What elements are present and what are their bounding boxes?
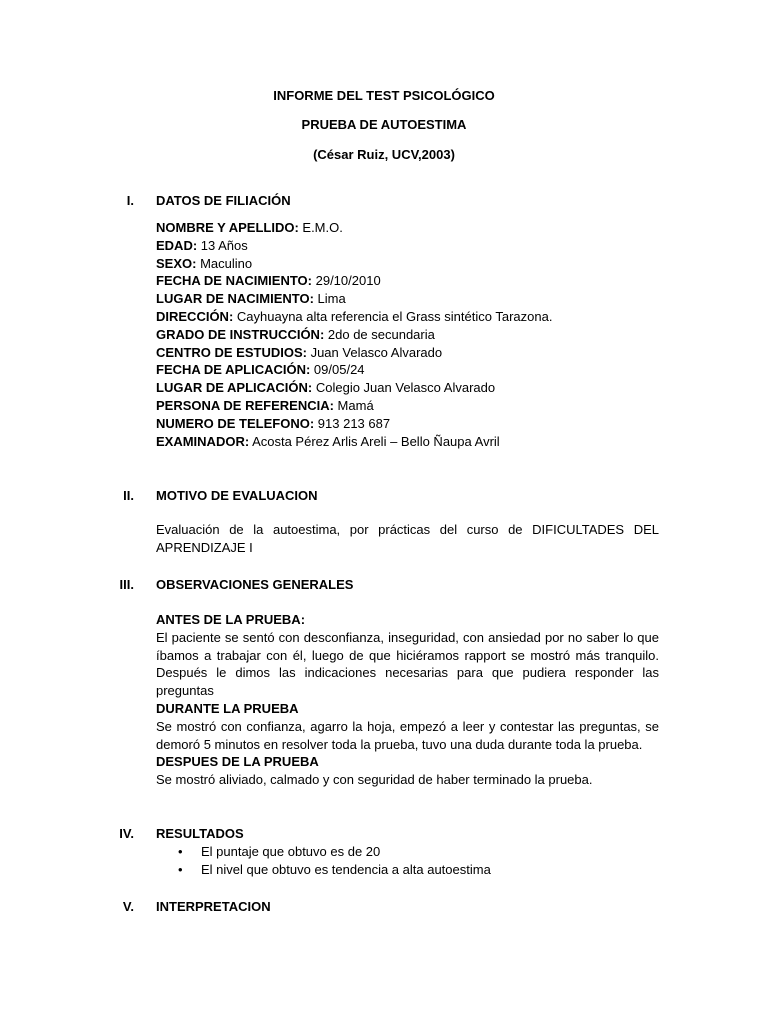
despues-heading: DESPUES DE LA PRUEBA bbox=[156, 754, 319, 770]
filiacion-list bbox=[156, 219, 659, 450]
field-examinador: EXAMINADOR: Acosta Pérez Arlis Areli – Bello Ñaupa Avril bbox=[156, 433, 500, 449]
test-citation: (César Ruiz, UCV,2003) bbox=[313, 147, 455, 162]
section-title-interpretacion: INTERPRETACION bbox=[156, 899, 271, 914]
field-centro-estudios: CENTRO DE ESTUDIOS: Juan Velasco Alvarado bbox=[156, 344, 443, 360]
section-number-5: V. bbox=[122, 899, 134, 914]
observaciones-body bbox=[156, 611, 659, 789]
field-lugar-aplicacion: LUGAR DE APLICACIÓN: Colegio Juan Velasco Alvarado bbox=[156, 380, 496, 396]
field-direccion: DIRECCIÓN: Cayhuayna alta referencia el Grass sintético Tarazona. bbox=[156, 308, 553, 324]
field-fecha-nacimiento: FECHA DE NACIMIENTO: 29/10/2010 bbox=[156, 273, 381, 289]
section-title-motivo: MOTIVO DE EVALUACION bbox=[156, 488, 318, 503]
section-title-resultados: RESULTADOS bbox=[156, 826, 244, 841]
list-item: • El puntaje que obtuvo es de 20 bbox=[178, 844, 381, 859]
field-fecha-aplicacion: FECHA DE APLICACIÓN: 09/05/24 bbox=[156, 362, 365, 378]
list-item: • El nivel que obtuvo es tendencia a alta autoestima bbox=[178, 861, 491, 877]
test-name: PRUEBA DE AUTOESTIMA bbox=[301, 117, 467, 132]
field-lugar-nacimiento: LUGAR DE NACIMIENTO: Lima bbox=[156, 291, 346, 307]
motivo-text: Evaluación de la autoestima, por prácticas del curso de DIFICULTADES DEL APRENDIZAJE I bbox=[156, 522, 659, 555]
section-title-datos: DATOS DE FILIACIÓN bbox=[156, 193, 291, 208]
antes-heading: ANTES DE LA PRUEBA: bbox=[156, 612, 306, 627]
field-persona-referencia: PERSONA DE REFERENCIA: Mamá bbox=[156, 397, 374, 413]
bullet-icon: • bbox=[178, 861, 183, 877]
field-telefono: NUMERO DE TELEFONO: 913 213 687 bbox=[156, 415, 391, 431]
field-edad: EDAD: 13 Años bbox=[156, 237, 248, 253]
section-number-3: III. bbox=[119, 577, 134, 592]
report-title: INFORME DEL TEST PSICOLÓGICO bbox=[273, 88, 495, 103]
section-number-2: II. bbox=[123, 488, 134, 503]
section-number-1: I. bbox=[126, 193, 134, 208]
field-nombre: NOMBRE Y APELLIDO: E.M.O. bbox=[156, 220, 343, 235]
field-sexo: SEXO: Maculino bbox=[156, 255, 253, 271]
section-title-observaciones: OBSERVACIONES GENERALES bbox=[156, 577, 354, 592]
durante-text: Se mostró con confianza, agarro la hoja, empezó a leer y contestar las preguntas, se demoró 5 minutos en resolver toda la prueba, tuvo una duda durante toda la prueba. bbox=[156, 718, 659, 752]
resultados-list bbox=[156, 843, 491, 879]
durante-heading: DURANTE LA PRUEBA bbox=[156, 700, 299, 716]
bullet-icon: • bbox=[178, 844, 183, 859]
despues-text: Se mostró aliviado, calmado y con seguridad de haber terminado la prueba. bbox=[156, 772, 593, 788]
antes-text: El paciente se sentó con desconfianza, inseguridad, con ansiedad por no saber lo que íbamos a trabajar con él, luego de que hiciéramos rapport se mostró más tranquilo. Después le dimos las indicaciones necesarias para que pudiera responder las preguntas bbox=[156, 629, 659, 699]
section-number-4: IV. bbox=[119, 826, 134, 841]
field-grado: GRADO DE INSTRUCCIÓN: 2do de secundaria bbox=[156, 326, 435, 342]
